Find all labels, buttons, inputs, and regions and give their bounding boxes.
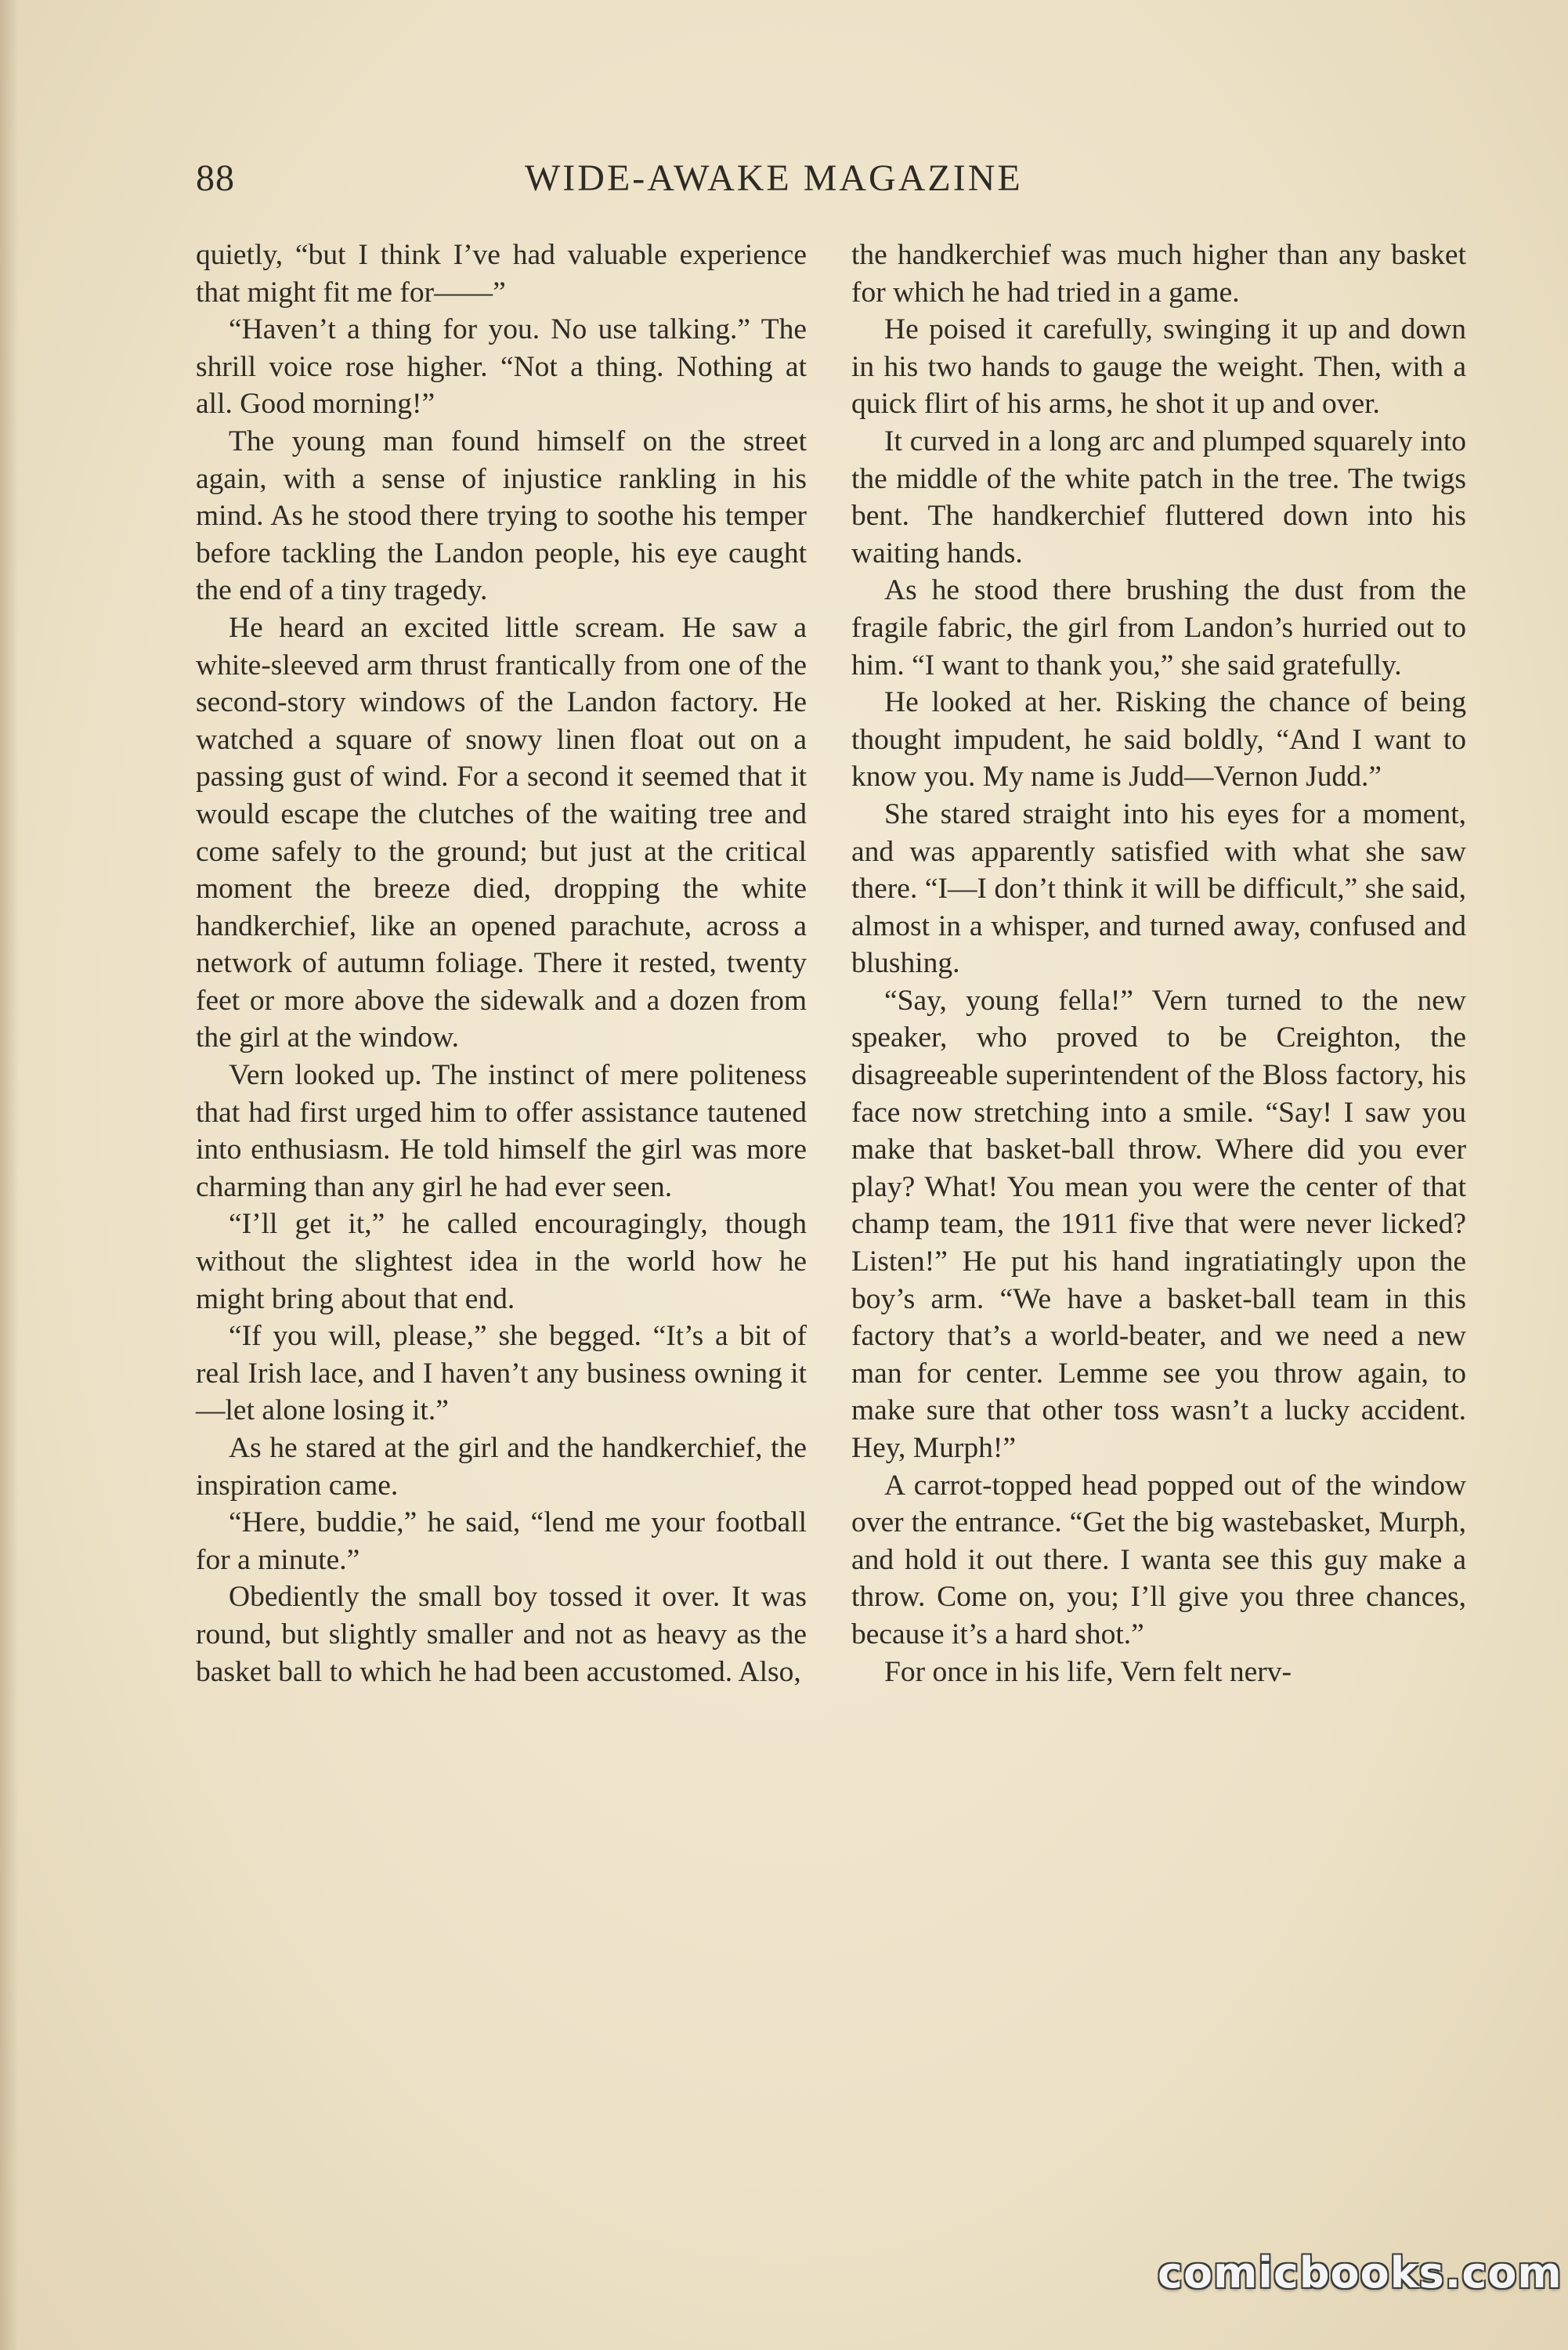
right-column (851, 237, 1466, 1690)
paragraph: He heard an excited little scream. He saw a white-sleeved arm thrust frantically from one of the second-story windows of the Landon factory. He watched a square of snowy linen float out on a passing gust of wind. For a second it seemed that it would escape the clutches of the waiting tree and come safely to the ground; but just at the critical moment the breeze died, dropping the white handkerchief, like an opened parachute, across a network of autumn foliage. There it rested, twenty feet or more above the sidewalk and a dozen from the girl at the window. (196, 611, 807, 1054)
page-number: 88 (196, 157, 235, 199)
watermark-logo: comicbooks.com (1158, 2248, 1563, 2298)
paragraph: For once in his life, Vern felt nerv- (884, 1655, 1292, 1688)
running-title: WIDE-AWAKE MAGAZINE (525, 157, 1023, 199)
paragraph: the handkerchief was much higher than any basket for which he had tried in a game. (851, 239, 1466, 309)
paragraph: “Say, young fella!” Vern turned to the new speaker, who proved to be Creighton, the disagreeable superintendent of the Bloss factory, his face now stretching into a smile. “Say! I saw you make that basket-ball throw. Where did you ever play? What! You mean you were the center of that champ team, the 1911 five that were never licked? Listen!” He put his hand ingratiatingly upon the boy’s arm. “We have a basket-ball team in this factory that’s a world-beater, and we need a new man for center. Lemme see you throw again, to make sure that other toss wasn’t a lucky accident. Hey, Murph!” (851, 984, 1466, 1464)
left-column (196, 237, 807, 1690)
paragraph: “Haven’t a thing for you. No use talking.” The shrill voice rose higher. “Not a thing. Nothing at all. Good morning!” (196, 313, 807, 421)
paragraph: As he stood there brushing the dust from the fragile fabric, the girl from Landon’s hurried out to him. “I want to thank you,” she said gratefully. (851, 574, 1466, 682)
paragraph: A carrot-topped head popped out of the window over the entrance. “Get the big wastebasket, Murph, and hold it out there. I wanta see this guy make a throw. Come on, you; I’ll give you three chances, because it’s a hard shot.” (851, 1469, 1466, 1650)
page-header (196, 157, 1128, 212)
paragraph: Vern looked up. The instinct of mere politeness that had first urged him to offer assistance tautened into enthusiasm. He told himself the girl was more charming than any girl he had ever seen. (196, 1059, 807, 1203)
paragraph: He poised it carefully, swinging it up and down in his two hands to gauge the weight. Then, with a quick flirt of his arms, he shot it up and over. (851, 313, 1466, 421)
paragraph: The young man found himself on the street again, with a sense of injustice rankling in his mind. As he stood there trying to soothe his temper before tackling the Landon people, his eye caught the end of a tiny tragedy. (196, 425, 807, 607)
paragraph: “If you will, please,” she begged. “It’s a bit of real Irish lace, and I haven’t any business owning it—let alone losing it.” (196, 1320, 807, 1427)
paragraph: Obediently the small boy tossed it over. It was round, but slightly smaller and not as heavy as the basket ball to which he had been accustomed. Also, (196, 1581, 807, 1688)
paragraph: quietly, “but I think I’ve had valuable experience that might fit me for——” (196, 239, 807, 309)
paragraph: “Here, buddie,” he said, “lend me your football for a minute.” (196, 1506, 807, 1576)
paragraph: As he stared at the girl and the handkerchief, the inspiration came. (196, 1432, 807, 1502)
spine-shadow (0, 0, 19, 2350)
paragraph: She stared straight into his eyes for a moment, and was apparently satisfied with what she saw there. “I—I don’t think it will be difficult,” she said, almost in a whisper, and turned away, confused and blushing. (851, 797, 1466, 980)
paragraph: It curved in a long arc and plumped squarely into the middle of the white patch in the tree. The twigs bent. The handkerchief fluttered down into his waiting hands. (851, 425, 1466, 569)
paragraph: “I’ll get it,” he called encouragingly, though without the slightest idea in the world how he might bring about that end. (196, 1208, 807, 1315)
paragraph: He looked at her. Risking the chance of being thought impudent, he said boldly, “And I want to know you. My name is Judd—Vernon Judd.” (851, 686, 1466, 794)
